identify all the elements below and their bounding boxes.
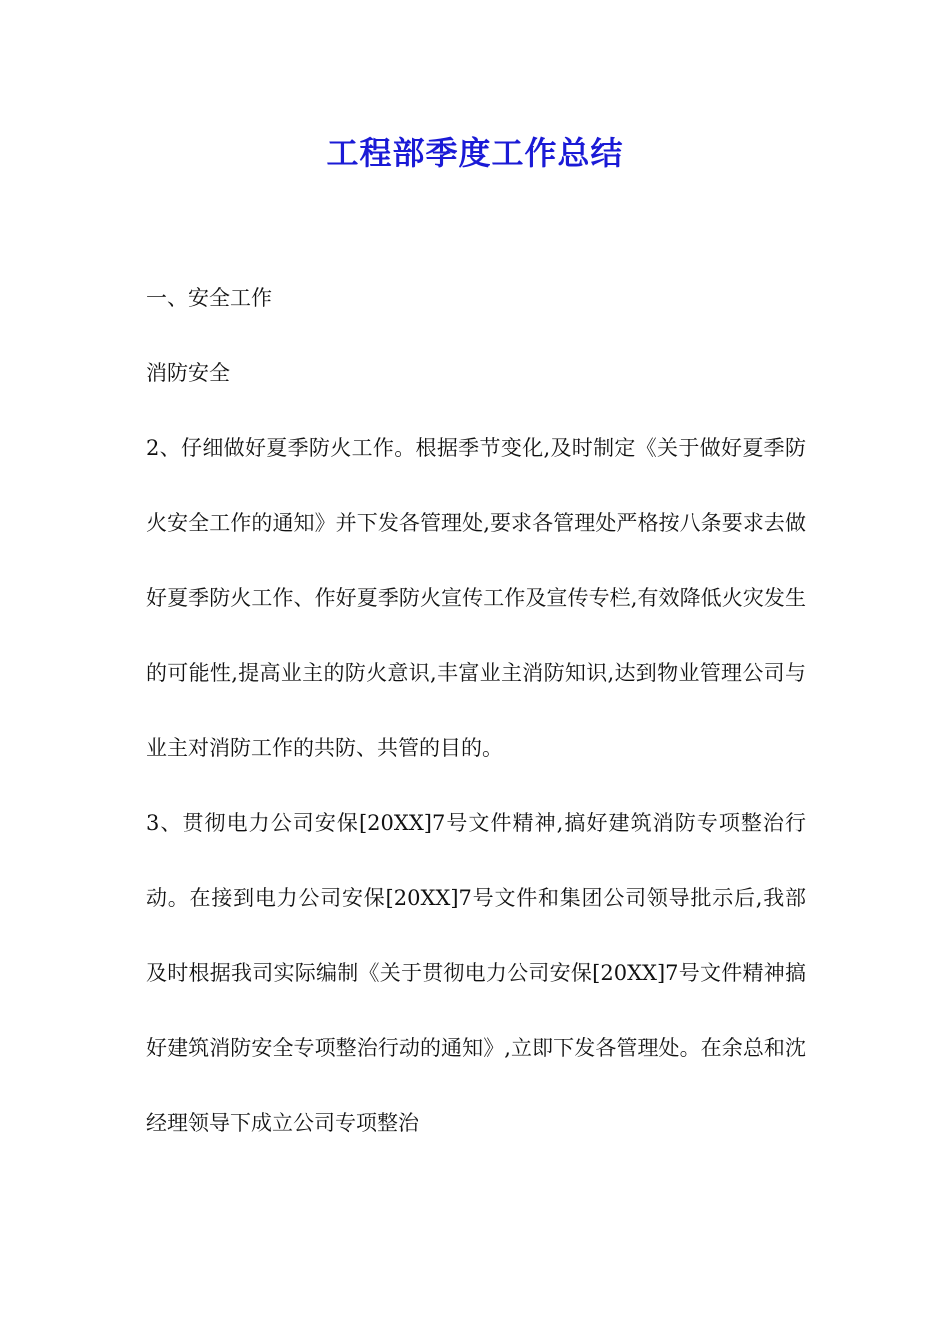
document-title: 工程部季度工作总结 (326, 134, 624, 172)
subheading: 消防安全 (146, 361, 230, 385)
section-heading: 一、安全工作 (146, 286, 272, 310)
paragraph: 3、贯彻电力公司安保[20XX]7号文件精神,搞好建筑消防专项整治行动。在接到电力公司安保[20XX]7号文件和集团公司领导批示后,我部及时根据我司实际编制《关于贯彻电力公司安保[20XX]7号文件精神搞好建筑消防安全专项整治行动的通知》,立即下发各管理处。在余总和沈经理领导下成立公司专项整治 (146, 811, 806, 1135)
document-body (146, 261, 806, 1161)
paragraph: 2、仔细做好夏季防火工作。根据季节变化,及时制定《关于做好夏季防火安全工作的通知》并下发各管理处,要求各管理处严格按八条要求去做好夏季防火工作、作好夏季防火宣传工作及宣传专栏,有效降低火灾发生的可能性,提高业主的防火意识,丰富业主消防知识,达到物业管理公司与业主对消防工作的共防、共管的目的。 (146, 436, 806, 760)
